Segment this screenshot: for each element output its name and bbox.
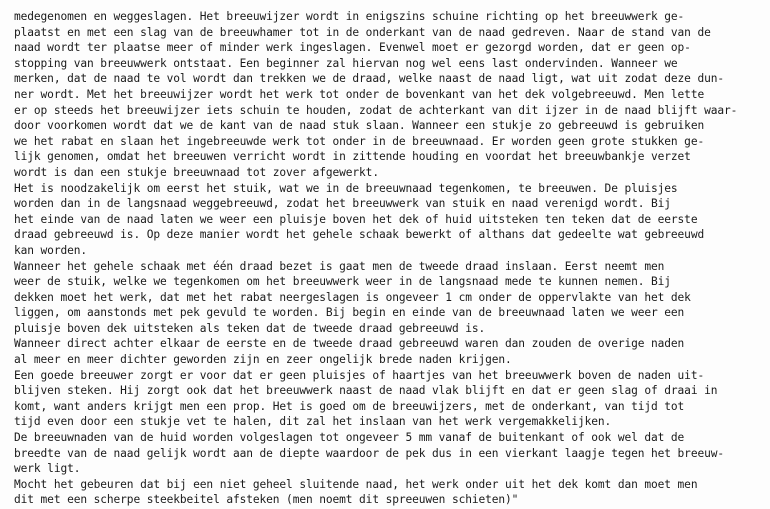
text-line: kan worden. <box>14 243 87 257</box>
text-line: Wanneer het gehele schaak met één draad bezet is gaat men de tweede draad inslaan. Eerst neemt men <box>14 259 665 273</box>
text-line: Een goede breeuwer zorgt er voor dat er geen pluisjes of haartjes van het breeuwwerk boven de naden uit- <box>14 368 705 382</box>
text-line: plaatst en met een slag van de breeuwhamer tot in de onderkant van de naad gedreven. Naar de stand van de <box>14 25 711 39</box>
text-line: blijven steken. Hij zorgt ook dat het breeuwwerk naast de naad vlak blijft en dat er geen slag of draai in <box>14 384 718 398</box>
text-line: door voorkomen wordt dat we de kant van de naad stuk slaan. Wanneer een stukje zo gebreeuwd is gebruiken <box>14 119 705 133</box>
text-line: De breeuwnaden van de huid worden volgeslagen tot ongeveer 5 mm vanaf de buitenkant of ook wel dat de <box>14 431 685 445</box>
text-line: dit met een scherpe steekbeitel afsteken (men noemt dit spreeuwen schieten)" <box>14 493 519 507</box>
text-line: worden dan in de langsnaad weggebreeuwd, zodat het breeuwwerk van stuik en naad verenigd wordt. Bij <box>14 197 671 211</box>
text-line: breedte van de naad gelijk wordt aan de diepte waardoor de pek dus in een vierkant laagje tegen het breeuw- <box>14 446 724 460</box>
text-line: medegenomen en weggeslagen. Het breeuwijzer wordt in enigszins schuine richting op het breeuwwerk ge- <box>14 10 685 23</box>
text-line: naad wordt ter plaatse meer of minder werk ingeslagen. Evenwel moet er gezorgd worden, dat er geen op- <box>14 41 691 55</box>
text-line: weer de stuik, welke we tegenkomen om het breeuwwerk weer in de langsnaad mede te kunnen nemen. Bij <box>14 275 671 289</box>
text-line: ner wordt. Met het breeuwijzer wordt het werk tot onder de bovenkant van het dek volgebreeuwd. Men lette <box>14 87 705 101</box>
text-line: wordt is dan een stukje breeuwnaad tot zover afgewerkt. <box>14 165 379 179</box>
text-line: Het is noodzakelijk om eerst het stuik, wat we in de breeuwnaad tegenkomen, te breeuwen. De pluisjes <box>14 181 678 195</box>
text-line: pluisje boven dek uitsteken als teken dat de tweede draad gebreeuwd is. <box>14 321 486 335</box>
text-line: Wanneer direct achter elkaar de eerste en de tweede draad gebreeuwd waren dan zouden de overige naden <box>14 337 685 351</box>
text-line: werk ligt. <box>14 462 81 476</box>
text-line: we het rabat en slaan het ingebreeuwde werk tot onder in de breeuwnaad. Er worden geen grote stukken ge- <box>14 134 705 148</box>
text-line: dekken moet het werk, dat met het rabat neergeslagen is ongeveer 1 cm onder de oppervlakte van het dek <box>14 290 691 304</box>
text-line: merken, dat de naad te vol wordt dan trekken we de draad, welke naast de naad ligt, wat uit zodat deze dun- <box>14 72 724 86</box>
text-line: het einde van de naad laten we weer een pluisje boven het dek of huid uitsteken ten teken dat de eerste <box>14 212 698 226</box>
text-line: liggen, om aanstonds met pek gevuld te worden. Bij begin en einde van de breeuwnaad laten we weer een <box>14 306 685 320</box>
text-line: komt, want anders krijgt men een prop. Het is goed om de breeuwijzers, met de onderkant, van tijd tot <box>14 399 685 413</box>
text-line: Mocht het gebeuren dat bij een niet geheel sluitende naad, het werk onder uit het dek komt dan moet men <box>14 477 698 491</box>
text-line: tijd even door een stukje vet te halen, dit zal het inslaan van het werk vergemakkelijken. <box>14 415 612 429</box>
text-line: stopping van breeuwwerk ontstaat. Een beginner zal hiervan nog wel eens last ondervinden. Wanneer we <box>14 56 678 70</box>
text-line: lijk genomen, omdat het breeuwen verricht wordt in zittende houding en voordat het breeuwbankje verzet <box>14 150 691 164</box>
text-line: er op steeds het breeuwijzer iets schuin te houden, zodat de achterkant van dit ijzer in de naad blijft waar- <box>14 103 738 117</box>
text-line: draad gebreeuwd is. Op deze manier wordt het gehele schaak bewerkt of althans dat gedeelte wat gebreeuwd <box>14 228 705 242</box>
document-text <box>14 9 764 508</box>
text-line: al meer en meer dichter geworden zijn en zeer ongelijk brede naden krijgen. <box>14 353 512 367</box>
